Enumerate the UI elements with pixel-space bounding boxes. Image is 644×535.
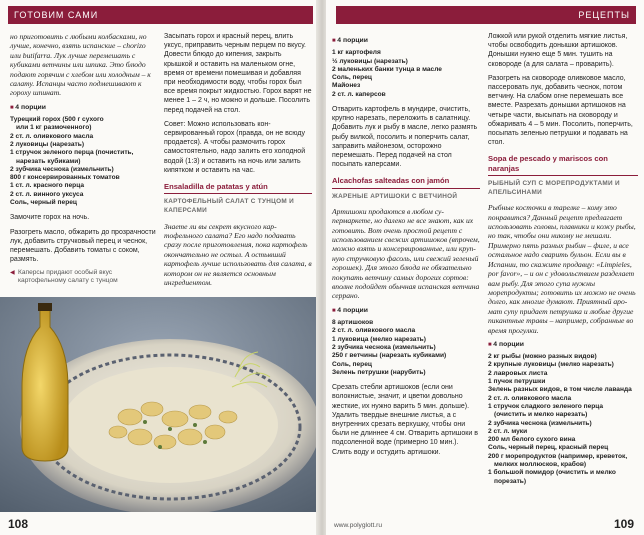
recipe-title: Ensaladilla de patatas y atún [164, 182, 312, 194]
ingredient-item: 2 маленьких банки тунца в масле [332, 65, 442, 73]
ingredient-item: 800 г консервированных томатов [10, 174, 120, 182]
ingredient-item: 2 ст. л. муки [488, 427, 528, 435]
recipe-intro: Рыбные косточки в тарелке – кому это понравится? Данный рецепт предлагает использовать головы, плавники и кожу рыбы, но так, чтобы они никому не мешали. Примерно пять разных рыбин – филе, и все остальное надо сварить бульон. Если вы в Испании, то скажите продавцу: «Limpieles, por favor», – и он с удовольствием разделает вам рыбу. Для этого супа нужны морепродукты; готовить их можно не очень долго, как многие думают. Приятный аромат супу придает петрушка и любые другие пикантные травы – например, собранные во время прогулки. [488, 203, 636, 335]
method-text: Разогреть на сковороде оливковое масло, пассеровать лук, добавить чеснок, потом ветчину. На слабом огне перемешать все вместе. Разрезать донышки артишоков на четыре части, высыпать на сковороду и обжаривать 4 – 5 мин. Посолить, поперчить, посыпать зеленью петрушки и подавать на стол. [488, 74, 633, 147]
method-text: Ложкой или рукой отделить мягкие листья, чтобы освободить донышки артишоков. Донышки нужно еще 5 мин. тушить на сковороде (а для салата – проварить). [488, 33, 628, 68]
method-text: Отварить картофель в мундире, очистить, крупно нарезать, переложить в салатницу. Добавить лук и рыбу в масле, легко размять рыбу вилкой, посолить и поперчить салат, заправить майонезом, осторожно перемешать. Перед подачей на стол посыпать каперсами. [332, 105, 478, 169]
ingredient-item: 200 мл белого сухого вина [488, 436, 576, 444]
ingredient-item: 1 большой помидор (очистить и мелко [488, 469, 616, 477]
ingredient-item: 1 стручок зеленого перца (почистить, [10, 149, 134, 157]
recipe-subtitle: КАРТОФЕЛЬНЫЙ САЛАТ С ТУНЦОМ И КАПЕРСАМИ [164, 198, 294, 215]
method-text: Срезать стебли артишоков (если они волокнистые, значит, и цветки довольно жесткие, их нужно варить 5 мин. дольше). Удалить твердые внешние листья, а с внутренних срезать верхушку, чтобы они были не длиннее 4 см. Отварить артишоки в подсоленной воде (примерно 10 мин.). Слить воду и остудить артишоки. [332, 384, 478, 456]
ingredient-item: ½ луковицы (нарезать) [332, 57, 408, 65]
ingredient-item: 1 луковица (мелко нарезать) [332, 335, 426, 343]
ingredient-item: 2 ст. л. оливкового масла [488, 394, 572, 402]
ingredient-item: Турецкий горох (500 г сухого [10, 116, 104, 124]
ingredient-item: 2 лавровых листа [488, 369, 548, 377]
ingredient-item: 2 зубчика чеснока (измельчить) [10, 165, 114, 173]
recipe-intro: Знаете ли вы секрет вкусного картофельного салата? Его надо подавать сразу после приготовления, пока картофель окончательно не остыл. А остывший картофель лучше использовать для салата, в котором он не является основным ингредиентом. [164, 221, 312, 288]
ingredient-item: нарезать кубиками) [16, 157, 81, 165]
ingredient-item: 2 ст. л. оливкового масла [10, 132, 94, 140]
recipe-subtitle: РЫБНЫЙ СУП С МОРЕПРОДУКТАМИ И АПЕЛЬСИНАМИ [488, 179, 620, 197]
website-url: www.polyglott.ru [334, 522, 383, 529]
left-page-number: 108 [8, 517, 29, 531]
right-column-2 [488, 32, 638, 492]
ingredient-list [332, 49, 480, 99]
method-text: Засыпать горох и красный перец, влить уксус, приправить черным перцем по вкусу. Довести блюдо до кипения, закрыть крышкой и оставить на маленьком огне, время от времени помешивая и добавляя при необходимости воду, чтобы горох был все время покрыт жидкостью. Горох варят не менее 1 – 2 ч, но можно и дольше. Посолить перед подачей на стол. [164, 33, 312, 114]
left-page [0, 0, 318, 535]
ingredient-item: 200 г морепродуктов (например, креветок, [488, 452, 628, 460]
ingredient-item: 2 ст. л. каперсов [332, 90, 386, 98]
ingredient-item: 2 ст. л. оливкового масла [332, 327, 416, 335]
ingredient-item: порезать) [494, 477, 527, 485]
chickpea-intro: но приготовить с любыми колбасками, но лучше, конечно, взять испанские – chorizo или butifarra. Лук лучше перемешать с кубиками ветчины или шпика. Это блюдо подают горячим с хлебом или холодным – к салату. Испанцы часто подмешивают к гороху шпинат. [10, 32, 151, 98]
step-text: Разогреть масло, обжарить до прозрачности лук, добавить стручковый перец и чеснок, перемешать. Добавить томаты с соком, размять. [10, 228, 156, 264]
recipe-title: Sopa de pescado y mariscos con naranjas [488, 154, 638, 175]
ingredient-item: мелких моллюсков, крабов) [494, 461, 587, 468]
right-page-number: 109 [613, 517, 634, 531]
ingredient-item: 250 г ветчины (нарезать кубиками) [332, 352, 447, 360]
ingredient-item: Соль, перец [332, 74, 372, 82]
ingredient-item: 2 ст. л. винного уксуса [10, 190, 84, 198]
servings-label: ■ 4 порции [10, 103, 158, 113]
left-column-2 [164, 32, 312, 293]
ingredient-item: Соль, перец [332, 360, 372, 368]
ingredient-item: 8 артишоков [332, 319, 374, 327]
step-text: Замочите горох на ночь. [10, 214, 90, 222]
ingredient-item: 1 стручок сладкого зеленого перца [488, 402, 604, 410]
ingredient-list [488, 353, 638, 486]
recipe-title: Alcachofas salteadas con jamón [332, 176, 480, 188]
ingredient-item: 2 зубчика чеснока (измельчить) [488, 419, 592, 427]
servings-label: ■ 4 порции [332, 36, 480, 46]
ingredient-item: 1 ст. л. красного перца [10, 182, 85, 190]
ingredient-item: 2 кг рыбы (можно разных видов) [488, 353, 597, 361]
ingredient-list [332, 319, 480, 377]
servings-label: ■ 4 порции [332, 306, 480, 316]
left-column-1 [10, 32, 158, 285]
ingredient-item: 1 кг картофеля [332, 49, 381, 57]
ingredient-item: Зелень разных видов, в том числе лаванда [488, 386, 632, 394]
recipe-subtitle: ЖАРЕНЫЕ АРТИШОКИ С ВЕТЧИНОЙ [332, 192, 458, 200]
ingredient-item: 2 крупные луковицы (мелко нарезать) [488, 361, 614, 369]
ingredient-item: или 1 кг размоченного) [16, 124, 92, 132]
ingredient-item: 2 зубчика чеснока (измельчить) [332, 343, 436, 351]
ingredient-item: (очистить и мелко нарезать) [494, 411, 588, 419]
ingredient-list [10, 116, 158, 207]
ingredient-item: Соль, черный перец [10, 199, 77, 207]
servings-label: ■ 4 порции [488, 340, 638, 350]
photo-caption: ◀ Каперсы придают особый вкус картофельному салату с тунцом [10, 269, 158, 285]
ingredient-item: 1 пучок петрушки [488, 378, 546, 386]
right-page [326, 0, 644, 535]
ingredient-item: 2 луковицы (нарезать) [10, 140, 85, 148]
recipe-intro: Артишоки продаются в любом супермаркете, но далеко не все знают, как их готовить. Вот очень простой рецепт с использованием свежих артишоков (впрочем, можно взять и консервированные, или крупную стручковую фасоль, или свежий зеленый горошек). Для этого блюда не обязательно покупать ветчину самых дорогих сортов: вполне подойдет обычная испанская ветчина серрано. [332, 206, 480, 301]
ingredient-item: Майонез [332, 82, 361, 90]
tip-text: Совет: Можно использовать консервированный горох (правда, он не всюду продается). А чтобы размочить горох самостоятельно, надо залить его холодной водой (1:3) и оставить на ночь или залить кипятком и оставить на час. [164, 120, 306, 174]
right-running-header: РЕЦЕПТЫ [336, 6, 636, 24]
ingredient-item: Соль, черный перец, красный перец [488, 444, 609, 452]
left-running-header: ГОТОВИМ САМИ [8, 6, 313, 24]
right-column-1 [332, 32, 480, 462]
ingredient-item: Зелень петрушки (нарубить) [332, 368, 426, 376]
potato-salad-photo [0, 297, 318, 512]
